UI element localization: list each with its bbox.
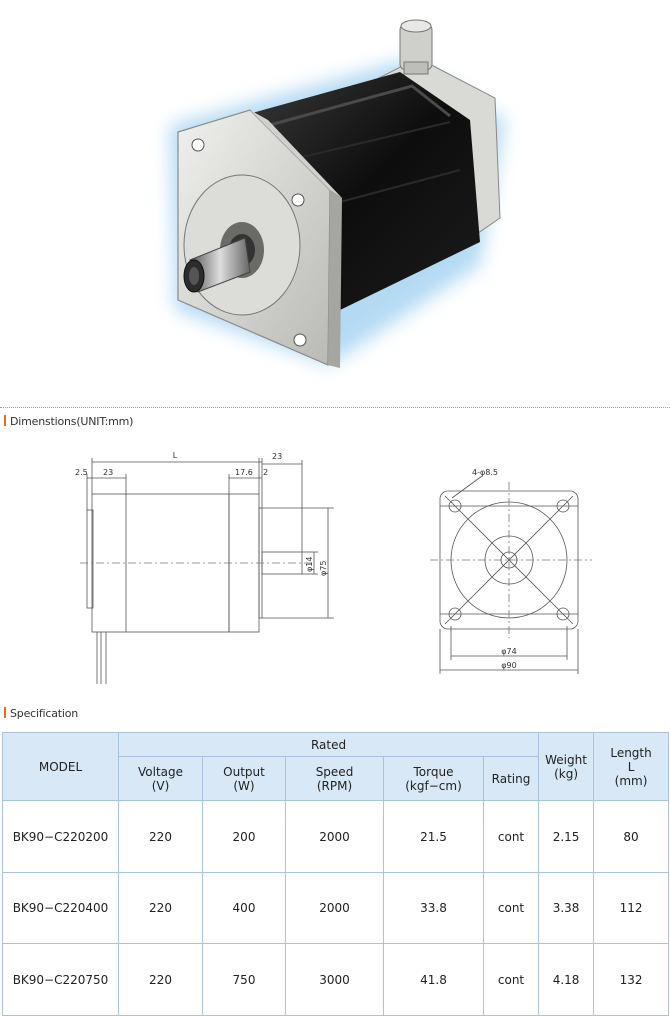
cell-rating: cont [484, 944, 539, 1016]
cell-speed: 2000 [286, 872, 384, 944]
header-speed: Speed (RPM) [286, 757, 384, 801]
cell-output: 750 [203, 944, 286, 1016]
front-view-labels [472, 468, 517, 670]
header-output: Output (W) [203, 757, 286, 801]
dimensions-section-title: Dimenstions(UNIT:mm) [4, 415, 133, 428]
specification-table [2, 732, 669, 1016]
section-divider [0, 407, 670, 408]
cell-output: 400 [203, 872, 286, 944]
cell-torque: 33.8 [384, 872, 484, 944]
cell-weight: 3.38 [539, 872, 594, 944]
dim-label-2-5: 2.5 [75, 468, 88, 477]
dim-label-holes: 4-φ8.5 [472, 468, 498, 477]
cell-torque: 21.5 [384, 801, 484, 873]
dim-label-phi14: φ14 [305, 556, 314, 572]
cell-voltage: 220 [119, 944, 203, 1016]
cell-weight: 4.18 [539, 944, 594, 1016]
dim-label-phi90: φ90 [501, 661, 517, 670]
specification-section-title: Specification [4, 707, 78, 720]
dim-label-23-right: 23 [272, 452, 283, 461]
table-row [3, 801, 669, 873]
header-rating: Rating [484, 757, 539, 801]
dimension-drawing [0, 438, 670, 693]
dim-label-2: 2 [263, 468, 269, 477]
cell-rating: cont [484, 801, 539, 873]
accent-bar [4, 707, 6, 718]
cell-speed: 3000 [286, 944, 384, 1016]
header-length: Length L (mm) [594, 733, 669, 801]
table-row [3, 872, 669, 944]
dim-label-phi75: φ75 [319, 560, 328, 576]
header-model: MODEL [3, 733, 119, 801]
header-rated: Rated [119, 733, 539, 757]
cell-model: BK90−C220200 [3, 801, 119, 873]
side-view-labels [75, 451, 328, 576]
accent-bar [4, 415, 6, 426]
dim-label-17-6: 17.6 [235, 468, 253, 477]
cell-speed: 2000 [286, 801, 384, 873]
dim-label-23-left: 23 [103, 468, 114, 477]
cell-rating: cont [484, 872, 539, 944]
cell-output: 200 [203, 801, 286, 873]
table-row [3, 944, 669, 1016]
header-voltage: Voltage (V) [119, 757, 203, 801]
dim-label-L: L [172, 451, 178, 460]
header-torque: Torque (kgf−cm) [384, 757, 484, 801]
header-weight: Weight (kg) [539, 733, 594, 801]
cell-voltage: 220 [119, 872, 203, 944]
cell-length: 112 [594, 872, 669, 944]
cell-torque: 41.8 [384, 944, 484, 1016]
cell-length: 80 [594, 801, 669, 873]
cell-weight: 2.15 [539, 801, 594, 873]
side-view [80, 458, 334, 684]
cell-length: 132 [594, 944, 669, 1016]
cell-voltage: 220 [119, 801, 203, 873]
motor-photo [150, 10, 530, 382]
front-view [430, 476, 592, 674]
dim-label-phi74: φ74 [501, 647, 517, 656]
cell-model: BK90−C220400 [3, 872, 119, 944]
cell-model: BK90−C220750 [3, 944, 119, 1016]
